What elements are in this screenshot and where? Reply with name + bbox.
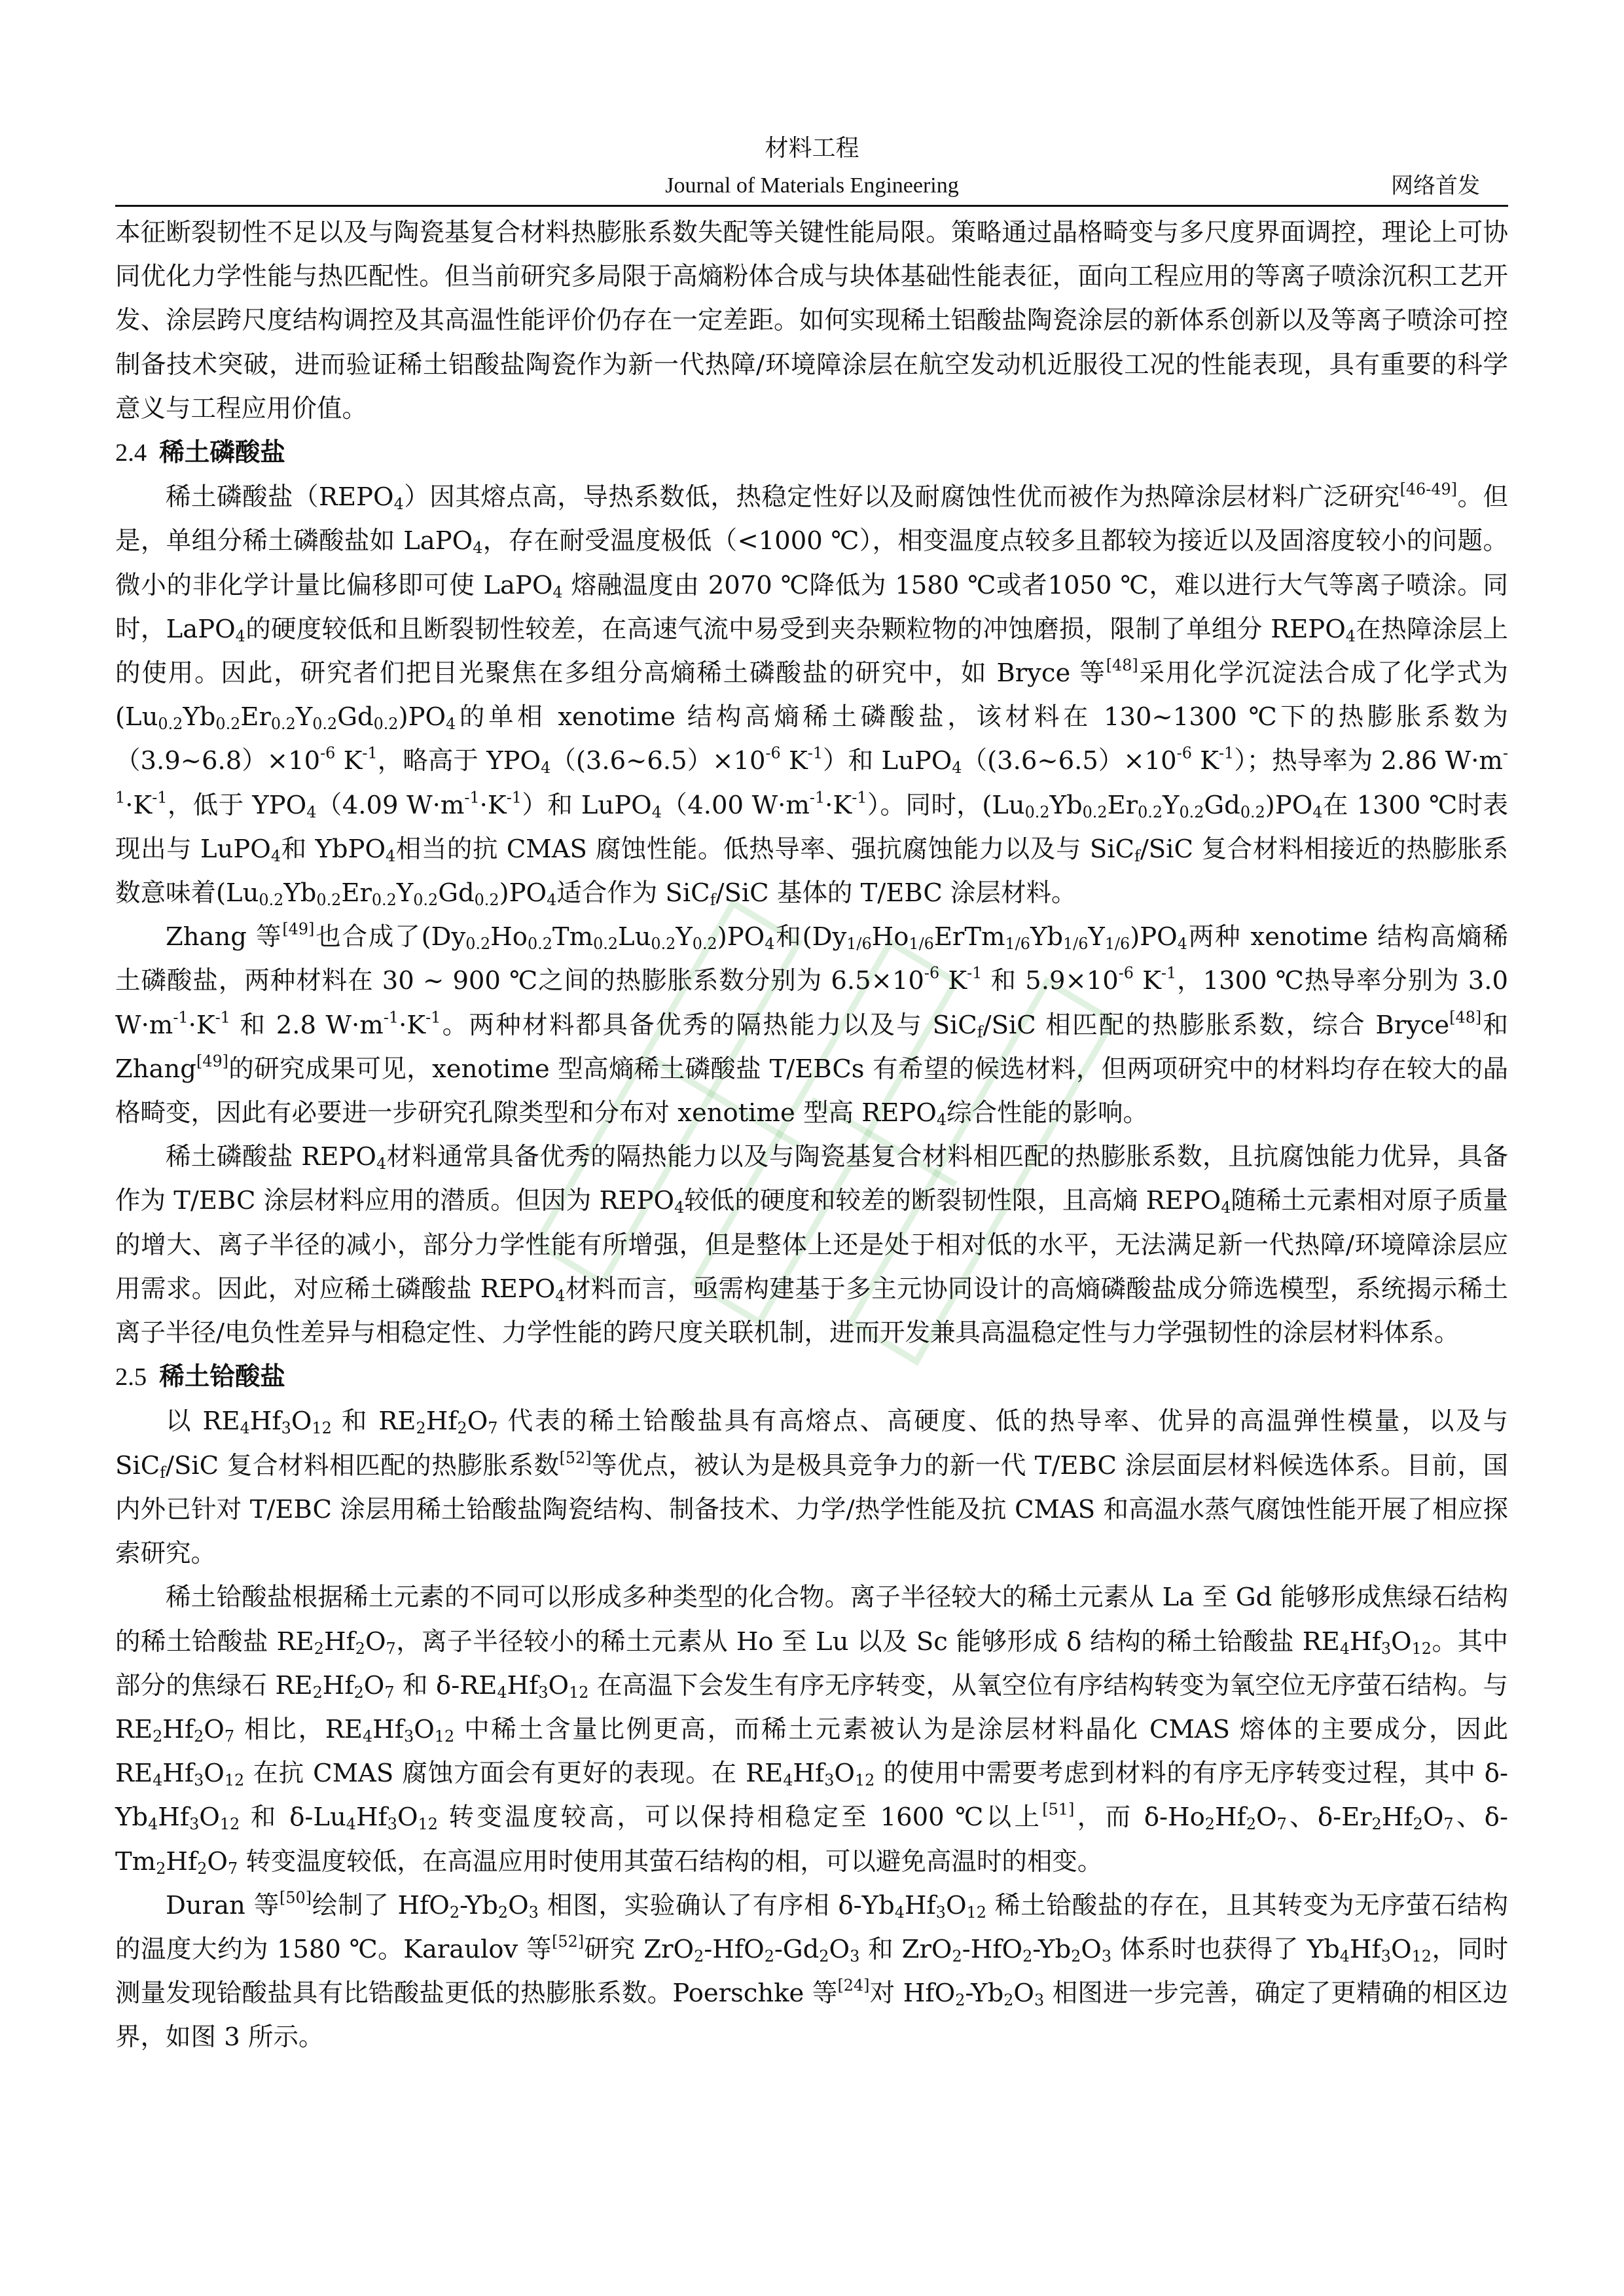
paragraph-phase-diagram: Duran 等[50]绘制了 $HfO_2-Yb_2O_3$ 相图，实验确认了有序相 $\delta-Yb_4Hf_3O_{12}$ 稀土铪酸盐的存在，且其转变为无序萤石结构的温度大约为 1580 ℃。Karaulov 等[52]研究 $ZrO_2-HfO_2-Gd_2O_3$ 和 $ZrO_2-HfO_2-Yb_2O_3$ 体系时也获得了 $Yb_4Hf_3O_{12}$，同时测量发现铪酸盐具有比锆酸盐更低的热膨胀系数。Poerschke 等[24]对 $HfO_2-Yb_2O_3$ 相图进一步完善，确定了更精确的相区边界，如图 3 所示。	[115, 1888, 1508, 2053]
paragraph-hafnate-types: 稀土铪酸盐根据稀土元素的不同可以形成多种类型的化合物。离子半径较大的稀土元素从 La 至 Gd 能够形成焦绿石结构的稀土铪酸盐 $RE_2Hf_2O_7$，离子半径较小的稀土元素从 Ho 至 Lu 以及 Sc 能够形成 δ 结构的稀土铪酸盐 $RE_4Hf_3O_{12}$。其中部分的焦绿石 $RE_2Hf_2O_7$ 和 $\delta-RE_4Hf_3O_{12}$ 在高温下会发生有序无序转变，从氧空位有序结构转变为氧空位无序萤石结构。与 $RE_2Hf_2O_7$ 相比，$RE_4Hf_3O_{12}$ 中稀土含量比例更高，而稀土元素被认为是涂层材料晶化 CMAS 熔体的主要成分，因此 $RE_4Hf_3O_{12}$ 在抗 CMAS 腐蚀方面会有更好的表现。在 $RE_4Hf_3O_{12}$ 的使用中需要考虑到材料的有序无序转变过程，其中 $\delta-Yb_4Hf_3O_{12}$ 和 $\delta-Lu_4Hf_3O_{12}$ 转变温度较高，可以保持相稳定至 1600 ℃以上[51]，而 $\delta-Ho_2Hf_2O_7$、$\delta-Er_2Hf_2O_7$、$\delta-Tm_2Hf_2O_7$ 转变温度较低，在高温应用时使用其萤石结构的相，可以避免高温时的相变。	[115, 1583, 1508, 1878]
online-first-label: 网络首发	[1391, 173, 1480, 199]
section-heading-2-4: 2.4 稀土磷酸盐	[115, 438, 285, 468]
body-text	[115, 211, 1508, 2060]
paragraph-repo4-intro: 稀土磷酸盐$(REPO_4)$因其熔点高，导热系数低，热稳定性好以及耐腐蚀性优而被作为热障涂层材料广泛研究[46-49]。但是，单组分稀土磷酸盐如 LaPO$_4$，存在耐受温度极低（<1000 ℃），相变温度点较多且都较为接近以及固溶度较小的问题。微小的非化学计量比偏移即可使 LaPO$_4$ 熔融温度由 2070 ℃降低为 1580 ℃或者1050 ℃，难以进行大气等离子喷涂。同时，LaPO$_4$的硬度较低和且断裂韧性较差，在高速气流中易受到夹杂颗粒物的冲蚀磨损，限制了单组分 $REPO_4$在热障涂层上的使用。因此，研究者们把目光聚焦在多组分高熵稀土磷酸盐的研究中，如 Bryce 等[48]采用化学沉淀法合成了化学式为$(Lu_{0.2}Yb_{0.2}Er_{0.2}Y_{0.2}Gd_{0.2})PO_4$的单相 xenotime 结构高熵稀土磷酸盐，该材料在 130~1300 ℃下的热膨胀系数为$(3.9\sim 6.8)\times 10^{-6}$ $K^{-1}$，略高于 $YPO_4((3.6\sim 6.5)\times 10^{-6}$ $K^{-1}$）和 $LuPO_4((3.6\sim 6.5)\times 10^{-6}$ $K^{-1}$）；热导率为 2.86 $W\cdot m^{-1}\cdot K^{-1}$，低于 $YPO_4(4.09$ $W\cdot m^{-1}\cdot K^{-1}$）和 LuPO$_4$（4.00 $W\cdot m^{-1}\cdot K^{-1}$）。同时，$(Lu_{0.2}Yb_{0.2}Er_{0.2}Y_{0.2}Gd_{0.2})PO_4$在 1300 ℃时表现出与 LuPO$_4$和 YbPO$_4$相当的抗 CMAS 腐蚀性能。低热导率、强抗腐蚀能力以及与 SiC$_f$/SiC 复合材料相接近的热膨胀系数意味着$(Lu_{0.2}Yb_{0.2}Er_{0.2}Y_{0.2}Gd_{0.2})PO_4$适合作为 SiC$_f$/SiC 基体的 T/EBC 涂层材料。	[115, 480, 1508, 909]
paragraph-hafnate-intro: 以 $RE_4Hf_3O_{12}$ 和 $RE_2Hf_2O_7$ 代表的稀土铪酸盐具有高熔点、高硬度、低的热导率、优异的高温弹性模量，以及与 SiC$_f$/SiC 复合材料相匹配的热膨胀系数[52]等优点，被认为是极具竞争力的新一代 T/EBC 涂层面层材料候选体系。目前，国内外已针对 T/EBC 涂层用稀土铪酸盐陶瓷结构、制备技术、力学/热学性能及抗 CMAS 和高温水蒸气腐蚀性能开展了相应探索研究。	[115, 1407, 1508, 1569]
journal-title-cn: 材料工程	[765, 135, 859, 162]
header-rule	[115, 205, 1508, 207]
section-heading-2-5: 2.5 稀土铪酸盐	[115, 1362, 285, 1392]
paragraph-repo4-summary: 稀土磷酸盐 $REPO_4$材料通常具备优秀的隔热能力以及与陶瓷基复合材料相匹配的热膨胀系数，且抗腐蚀能力优异，具备作为 T/EBC 涂层材料应用的潜质。但因为 $REPO_4$较低的硬度和较差的断裂韧性限，且高熵 $REPO_4$随稀土元素相对原子质量的增大、离子半径的减小，部分力学性能有所增强，但是整体上还是处于相对低的水平，无法满足新一代热障/环境障涂层应用需求。因此，对应稀土磷酸盐 $REPO_4$材料而言，亟需构建基于多主元协同设计的高熵磷酸盐成分筛选模型，系统揭示稀土离子半径/电负性差异与相稳定性、力学性能的跨尺度关联机制，进而开发兼具高温稳定性与力学强韧性的涂层材料体系。	[115, 1142, 1508, 1348]
paragraph-zhang-study: Zhang 等[49]也合成了$(Dy_{0.2}Ho_{0.2}Tm_{0.2}Lu_{0.2}Y_{0.2})PO_4$和$(Dy_{1/6}Ho_{1/6}ErTm_{1/6}Yb_{1/6}Y_{1/6})PO_4$两种 xenotime 结构高熵稀土磷酸盐，两种材料在 30 ~ 900 ℃之间的热膨胀系数分别为 $6.5\times 10^{-6}$ $K^{-1}$ 和 $5.9\times 10^{-6}$ $K^{-1}$，1300 ℃热导率分别为 3.0 $W\cdot m^{-1}\cdot K^{-1}$ 和 2.8 $W\cdot m^{-1}\cdot K^{-1}$。两种材料都具备优秀的隔热能力以及与 SiC$_f$/SiC 相匹配的热膨胀系数，综合 Bryce[48]和 Zhang[49]的研究成果可见，xenotime 型高熵稀土磷酸盐 T/EBCs 有希望的候选材料，但两项研究中的材料均存在较大的晶格畸变，因此有必要进一步研究孔隙类型和分布对 xenotime 型高 $REPO_4$综合性能的影响。	[115, 920, 1509, 1130]
journal-title-en: Journal of Materials Engineering	[665, 173, 959, 198]
paragraph-continued: 本征断裂韧性不足以及与陶瓷基复合材料热膨胀系数失配等关键性能局限。策略通过晶格畸变与多尺度界面调控，理论上可协同优化力学性能与热匹配性。但当前研究多局限于高熵粉体合成与块体基础性能表征，面向工程应用的等离子喷涂沉积工艺开发、涂层跨尺度结构调控及其高温性能评价仍存在一定差距。如何实现稀土铝酸盐陶瓷涂层的新体系创新以及等离子喷涂可控制备技术突破，进而验证稀土铝酸盐陶瓷作为新一代热障/环境障涂层在航空发动机近服役工况的性能表现，具有重要的科学意义与工程应用价值。	[115, 218, 1508, 423]
